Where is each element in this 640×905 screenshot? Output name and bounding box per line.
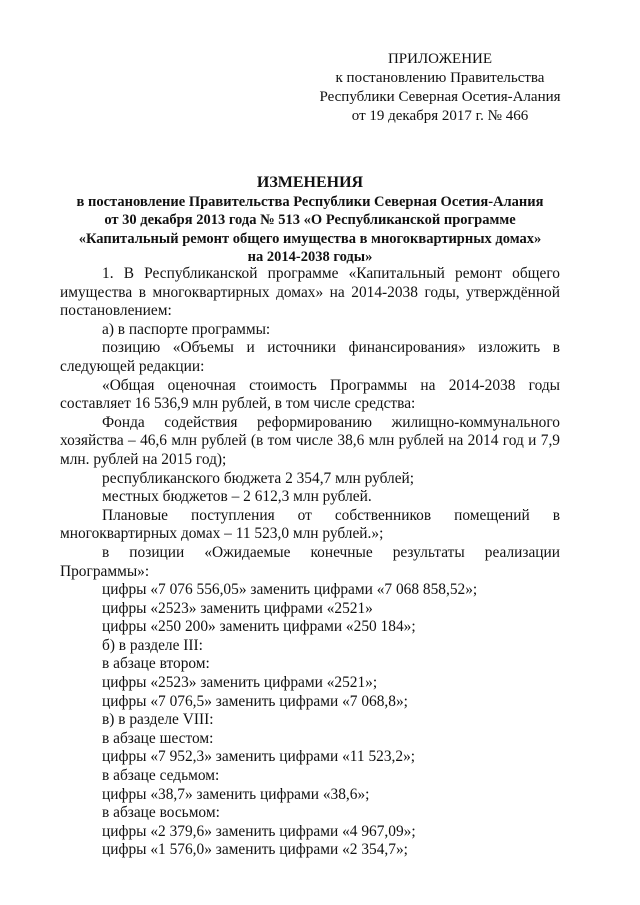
body-line: Фонда содействия реформированию жилищно-коммунального bbox=[102, 413, 560, 431]
document-body bbox=[60, 265, 560, 860]
body-line: имущества в многоквартирных домах» на 2014-2038 годы, утверждённой bbox=[60, 283, 560, 301]
body-line: следующей редакции: bbox=[60, 357, 205, 375]
body-line: в абзаце восьмом: bbox=[102, 804, 220, 822]
document-heading bbox=[60, 174, 560, 267]
body-line: многоквартирных домах – 11 523,0 млн рублей.»; bbox=[60, 525, 384, 543]
body-line: в абзаце седьмом: bbox=[102, 767, 220, 785]
body-line: составляет 16 536,9 млн рублей, в том числе средства: bbox=[60, 395, 416, 413]
appendix-line: Республики Северная Осетия-Алания bbox=[319, 89, 561, 105]
body-line: цифры «250 200» заменить цифрами «250 184»; bbox=[102, 618, 416, 636]
body-line: 1. В Республиканской программе «Капитальный ремонт общего bbox=[102, 265, 560, 282]
body-line: а) в паспорте программы: bbox=[102, 320, 271, 338]
heading-line: «Капитальный ремонт общего имущества в многоквартирных домах» bbox=[78, 230, 542, 247]
heading-title: ИЗМЕНЕНИЯ bbox=[256, 174, 364, 191]
heading-line: от 30 декабря 2013 года № 513 «О Республиканской программе bbox=[104, 212, 516, 228]
body-line: млн. рублей на 2015 год); bbox=[60, 450, 227, 468]
body-line: Плановые поступления от собственников помещений в bbox=[102, 506, 560, 524]
body-line: в позиции «Ожидаемые конечные результаты реализации bbox=[102, 543, 560, 561]
heading-line: на 2014-2038 годы» bbox=[247, 249, 373, 265]
body-line: б) в разделе III: bbox=[102, 636, 203, 654]
body-line: цифры «2 379,6» заменить цифрами «4 967,09»; bbox=[102, 822, 416, 840]
appendix-line: к постановлению Правительства bbox=[335, 70, 545, 86]
body-line: «Общая оценочная стоимость Программы на 2014-2038 годы bbox=[102, 376, 560, 394]
body-line: цифры «2523» заменить цифрами «2521»; bbox=[102, 674, 378, 692]
body-line: хозяйства – 46,6 млн рублей (в том числе 38,6 млн рублей на 2014 год и 7,9 bbox=[60, 432, 560, 450]
body-line: постановлением: bbox=[60, 302, 172, 320]
body-line: в абзаце шестом: bbox=[102, 729, 214, 747]
heading-line: в постановление Правительства Республики Северная Осетия-Алания bbox=[76, 193, 544, 210]
appendix-title: ПРИЛОЖЕНИЕ bbox=[387, 51, 493, 67]
body-line: местных бюджетов – 2 612,3 млн рублей. bbox=[102, 488, 372, 506]
body-line: цифры «2523» заменить цифрами «2521» bbox=[102, 599, 373, 617]
body-line: позицию «Объемы и источники финансирования» изложить в bbox=[102, 339, 560, 357]
body-line: Программы»: bbox=[60, 562, 150, 580]
appendix-block bbox=[300, 50, 580, 126]
body-line: цифры «7 076 556,05» заменить цифрами «7 068 858,52»; bbox=[102, 581, 478, 599]
body-line: в абзаце втором: bbox=[102, 655, 210, 673]
appendix-line: от 19 декабря 2017 г. № 466 bbox=[351, 108, 529, 124]
body-line: республиканского бюджета 2 354,7 млн рублей; bbox=[102, 469, 415, 487]
body-line: цифры «38,7» заменить цифрами «38,6»; bbox=[102, 785, 370, 803]
body-line: цифры «7 076,5» заменить цифрами «7 068,8»; bbox=[102, 692, 408, 710]
body-line: в) в разделе VIII: bbox=[102, 711, 214, 729]
body-line: цифры «1 576,0» заменить цифрами «2 354,7»; bbox=[102, 841, 408, 859]
body-line: цифры «7 952,3» заменить цифрами «11 523,2»; bbox=[102, 748, 416, 766]
